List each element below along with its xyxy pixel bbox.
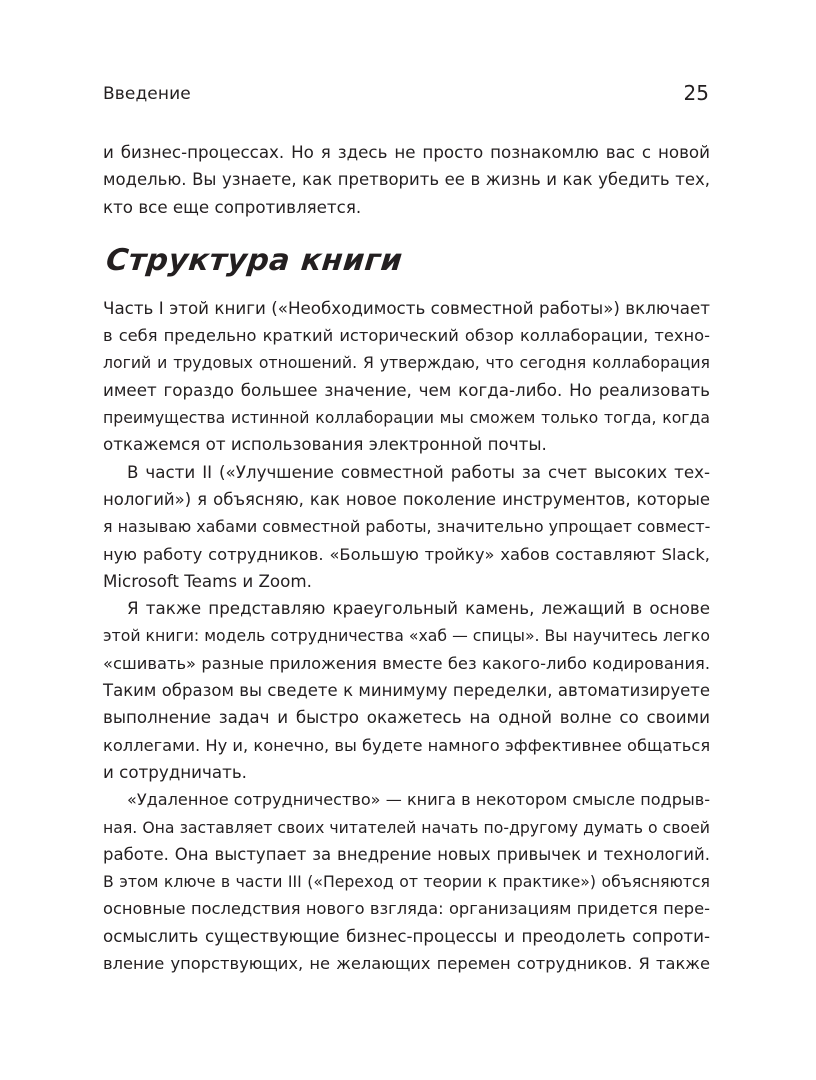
- text-line: и сотрудничать.: [103, 761, 247, 782]
- text-line: основные последствия нового взгляда: организациям придется пере-: [103, 899, 710, 919]
- text-line: Я также представляю краеугольный камень, лежащий в основе: [127, 598, 710, 619]
- text-line: работе. Она выступает за внедрение новых привычек и технологий.: [103, 844, 710, 864]
- text-line: нологий») я объясняю, как новое поколение инструментов, которые: [103, 489, 710, 509]
- intro-paragraph: [103, 139, 710, 221]
- text-line: «сшивать» разные приложения вместе без какого-либо кодирования.: [103, 653, 710, 673]
- running-head-title: Введение: [103, 84, 191, 104]
- text-line: Таким образом вы сведете к минимуму переделки, автоматизируете: [103, 681, 710, 701]
- section-heading: Структура книги: [104, 242, 405, 278]
- text-line: В части II («Улучшение совместной работы за счет высоких тех-: [127, 461, 710, 482]
- text-line: В этом ключе в части III («Переход от теории к практике») объясняются: [103, 872, 710, 892]
- text-line: выполнение задач и быстро окажетесь на одной волне со своими: [103, 707, 710, 728]
- page-number: 25: [683, 81, 709, 105]
- text-line: в себя предельно краткий исторический обзор коллаборации, техно-: [103, 326, 710, 346]
- paragraph-3: [103, 595, 710, 786]
- text-line: откажемся от использования электронной почты.: [103, 434, 547, 455]
- text-line: имеет гораздо большее значение, чем когда-либо. Но реализовать: [103, 379, 710, 400]
- text-line: моделью. Вы узнаете, как претворить ее в жизнь и как убедить тех,: [103, 170, 710, 190]
- text-line: Часть I этой книги («Необходимость совместной работы») включает: [103, 297, 710, 318]
- text-line: преимущества истинной коллаборации мы сможем только тогда, когда: [103, 408, 710, 428]
- paragraph-1: [103, 295, 710, 459]
- body-text: [103, 139, 710, 977]
- text-line: «Удаленное сотрудничество» — книга в некотором смысле подрыв-: [127, 790, 710, 810]
- paragraph-4: [103, 786, 710, 977]
- text-line: кто все еще сопротивляется.: [103, 196, 362, 217]
- text-line: логий и трудовых отношений. Я утверждаю, что сегодня коллаборация: [103, 353, 710, 373]
- text-line: этой книги: модель сотрудничества «хаб — спицы». Вы научитесь легко: [103, 626, 710, 646]
- text-line: и бизнес-процессах. Но я здесь не просто познакомлю вас с новой: [103, 142, 710, 162]
- text-line: вление упорствующих, не желающих перемен сотрудников. Я также: [103, 954, 710, 974]
- text-line: я называю хабами совместной работы, значительно упрощает совмест-: [103, 517, 711, 537]
- text-line: ную работу сотрудников. «Большую тройку» хабов составляют Slack,: [103, 544, 710, 564]
- text-line: ная. Она заставляет своих читателей начать по-другому думать о своей: [103, 817, 710, 837]
- text-line: Microsoft Teams и Zoom.: [103, 570, 312, 591]
- paragraph-2: [103, 459, 710, 595]
- text-line: коллегами. Ну и, конечно, вы будете намного эффективнее общаться: [103, 735, 711, 755]
- text-line: осмыслить существующие бизнес-процессы и преодолеть сопроти-: [103, 925, 710, 946]
